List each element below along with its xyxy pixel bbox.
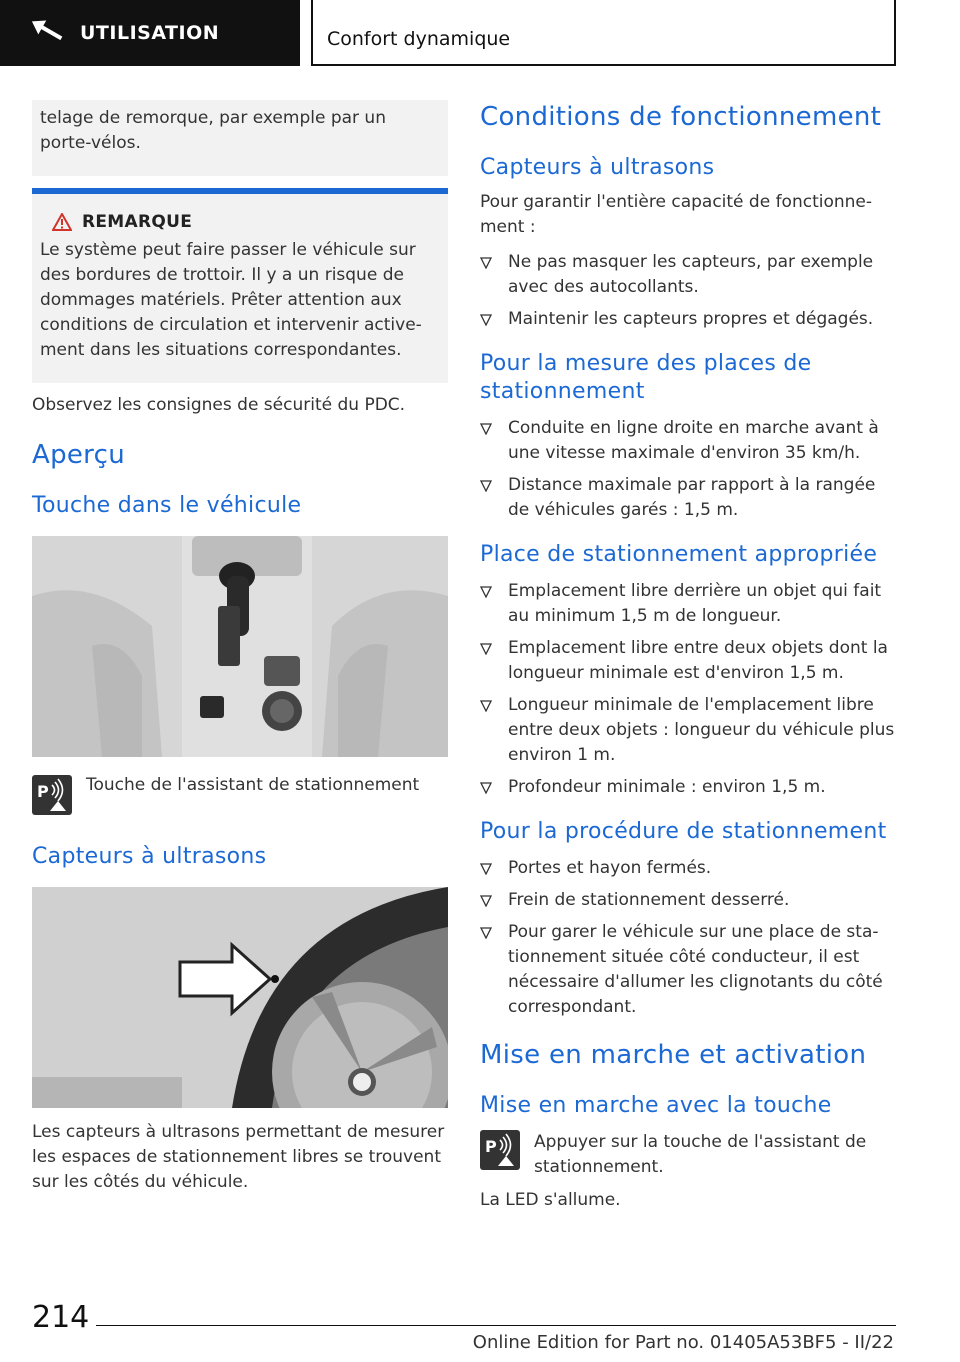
park-assist-icon: [32, 775, 72, 815]
bullet-triangle-icon: [480, 257, 492, 269]
button-heading: Touche dans le véhicule: [32, 493, 302, 518]
park-assist-button-text: Touche de l'assistant de stationnement: [86, 775, 420, 795]
center-console-photo: [32, 536, 448, 757]
page-footer: [0, 1290, 960, 1362]
list-item: Pour garer le véhicule sur une place de stationnement située côté conducteur, il est nécessaire d'allumer les clignotants du côté correspondant.: [480, 920, 896, 1020]
button-activation-subheading: Mise en marche avec la touche: [480, 1093, 832, 1118]
suitable-space-subheading: Place de stationnement appropriée: [480, 542, 878, 567]
continued-note-box: [32, 100, 448, 176]
overview-heading: Aperçu: [32, 440, 125, 470]
chapter-tab: [311, 0, 896, 66]
conditions-sensors-intro: Pour garantir l'entière capacité de fonctionnement :: [480, 192, 873, 237]
procedure-list: [480, 856, 896, 1020]
list-item: Conduite en ligne droite en marche avant à une vitesse maximale d'environ 35 km/h.: [480, 416, 896, 466]
left-column: [32, 100, 448, 1195]
list-item: Ne pas masquer les capteurs, par exemple avec des autocollants.: [480, 250, 896, 300]
activation-button-instruction: [480, 1130, 896, 1180]
continued-note-text: telage de remorque, par exemple par un porte-vélos.: [40, 108, 386, 153]
bullet-triangle-icon: [480, 643, 492, 655]
bullet-triangle-icon: [480, 895, 492, 907]
page-number: 214: [32, 1300, 90, 1335]
warning-triangle-icon: [52, 213, 72, 231]
ultrasonic-sensors-text: Les capteurs à ultrasons permettant de mesurer les espaces de stationnement libres se trouvent sur les côtés du véhicule.: [32, 1122, 445, 1192]
svg-text:P: P: [37, 782, 49, 801]
list-item: Emplacement libre entre deux objets dont la longueur minimale est d'environ 1,5 m.: [480, 636, 896, 686]
activation-heading: Mise en marche et activation: [480, 1040, 867, 1070]
procedure-subheading: Pour la procédure de stationnement: [480, 819, 887, 844]
warning-label: REMARQUE: [82, 212, 193, 232]
bullet-triangle-icon: [480, 782, 492, 794]
list-item: Emplacement libre derrière un objet qui fait au minimum 1,5 m de longueur.: [480, 579, 896, 629]
list-item: Distance maximale par rapport à la rangée de véhicules garés : 1,5 m.: [480, 473, 896, 523]
list-item: Portes et hayon fermés.: [480, 856, 896, 881]
sensor-location-photo: [32, 887, 448, 1108]
warning-text: Le système peut faire passer le véhicule sur des bordures de trottoir. Il y a un risque de dommages matériels. Prêter attention aux conditions de circulation et intervenir activement dans les situations correspondantes.: [40, 240, 422, 360]
warning-header: [52, 212, 440, 232]
section-tab: [0, 0, 300, 66]
warning-box: [32, 188, 448, 383]
list-item: Longueur minimale de l'emplacement libre entre deux objets : longueur du véhicule plus environ 1 m.: [480, 693, 896, 768]
edition-text: Online Edition for Part no. 01405A53BF5 - II/22: [472, 1332, 894, 1353]
list-item: Profondeur minimale : environ 1,5 m.: [480, 775, 896, 800]
bullet-triangle-icon: [480, 423, 492, 435]
bullet-triangle-icon: [480, 480, 492, 492]
list-item: Maintenir les capteurs propres et dégagés.: [480, 307, 896, 332]
measurement-list: [480, 416, 896, 523]
bullet-triangle-icon: [480, 863, 492, 875]
section-title: UTILISATION: [80, 22, 220, 44]
activation-button-text: Appuyer sur la touche de l'assistant de stationnement.: [534, 1132, 867, 1177]
park-assist-icon: [480, 1130, 520, 1170]
right-column: [480, 100, 896, 1213]
chapter-title: Confort dynamique: [327, 28, 511, 50]
ultrasonic-sensors-heading: Capteurs à ultrasons: [32, 844, 267, 869]
page-header: [0, 0, 960, 66]
bullet-triangle-icon: [480, 700, 492, 712]
svg-text:P: P: [485, 1137, 497, 1156]
measurement-subheading: Pour la mesure des places de stationnement: [480, 351, 812, 404]
bullet-triangle-icon: [480, 586, 492, 598]
list-item: Frein de stationnement desserré.: [480, 888, 896, 913]
conditions-sensors-list: [480, 250, 896, 332]
led-status-text: La LED s'allume.: [480, 1190, 621, 1210]
conditions-sensors-subheading: Capteurs à ultrasons: [480, 155, 715, 180]
bullet-triangle-icon: [480, 927, 492, 939]
hand-pointer-icon: [26, 18, 66, 48]
conditions-heading: Conditions de fonctionnement: [480, 102, 882, 132]
pdc-safety-note: Observez les consignes de sécurité du PDC.: [32, 395, 406, 415]
suitable-space-list: [480, 579, 896, 800]
park-assist-button-caption: [32, 775, 448, 815]
bullet-triangle-icon: [480, 314, 492, 326]
footer-rule: [96, 1325, 896, 1326]
